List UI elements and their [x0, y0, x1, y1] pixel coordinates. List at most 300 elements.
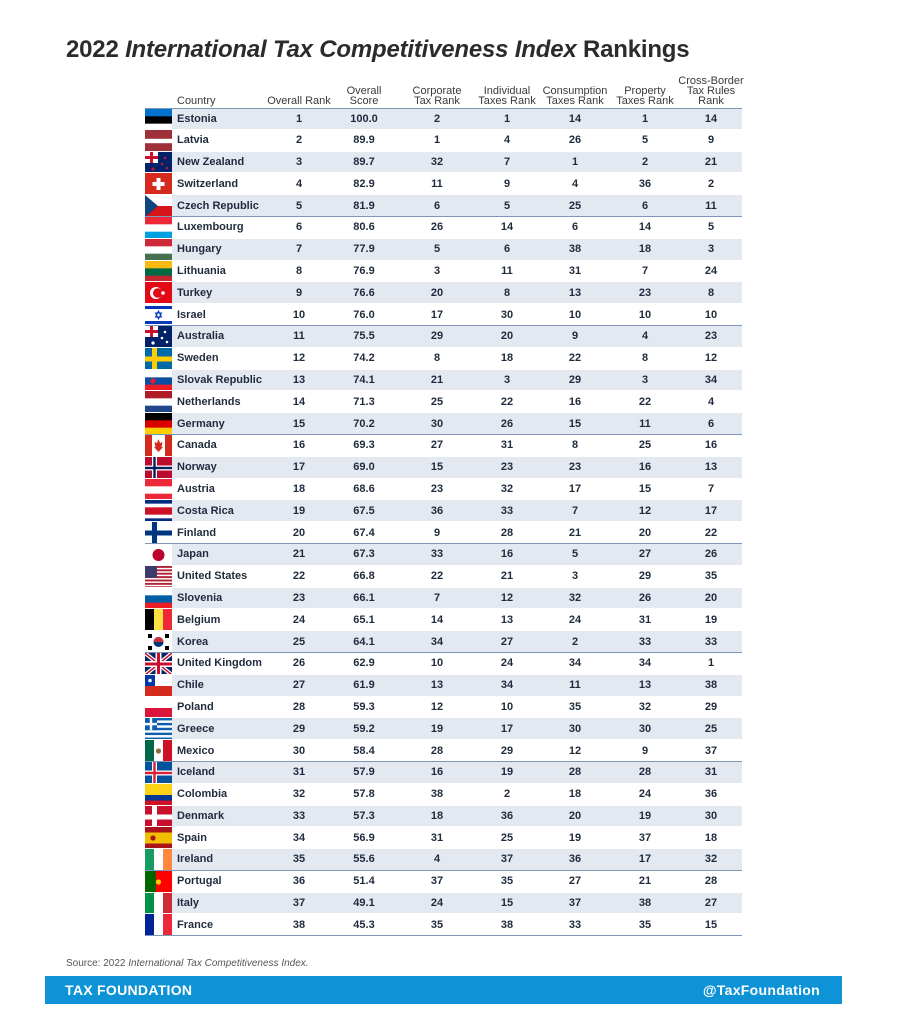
cell-corporate-tax-rank: 13	[430, 679, 444, 692]
flag-graphic	[145, 522, 172, 543]
flag-graphic	[145, 566, 172, 587]
title-italic: International Tax Competitiveness Index	[125, 36, 577, 63]
country-flag-icon	[145, 893, 172, 914]
cell-consumption-taxes-rank: 12	[568, 744, 582, 757]
table-row	[145, 871, 742, 893]
flag-graphic	[145, 609, 172, 630]
country-flag-icon	[145, 784, 172, 805]
cell-property-taxes-rank: 27	[638, 548, 652, 561]
cell-cross-border-tax-rules-rank: 23	[704, 330, 718, 343]
cell-consumption-taxes-rank: 5	[571, 548, 579, 561]
cell-property-taxes-rank: 4	[641, 330, 649, 343]
cell-overall-rank: 24	[292, 613, 306, 626]
flag-graphic	[145, 435, 172, 456]
cell-corporate-tax-rank: 5	[433, 243, 441, 256]
cell-corporate-tax-rank: 25	[430, 395, 444, 408]
cell-overall-rank: 2	[295, 134, 303, 147]
cell-individual-taxes-rank: 18	[500, 352, 514, 365]
cell-consumption-taxes-rank: 17	[568, 482, 582, 495]
cell-consumption-taxes-rank: 28	[568, 766, 582, 779]
table-row	[145, 609, 742, 631]
table-row	[145, 544, 742, 566]
cell-overall-score: 55.6	[353, 853, 375, 866]
country-flag-icon	[145, 173, 172, 194]
page-title	[66, 36, 689, 64]
cell-property-taxes-rank: 10	[638, 308, 652, 321]
country-name: Poland	[177, 700, 214, 713]
cell-corporate-tax-rank: 28	[430, 744, 444, 757]
cell-property-taxes-rank: 25	[638, 439, 652, 452]
country-flag-icon	[145, 239, 172, 260]
cell-corporate-tax-rank: 11	[431, 177, 443, 190]
cell-corporate-tax-rank: 32	[430, 155, 444, 168]
cell-consumption-taxes-rank: 35	[568, 700, 582, 713]
cell-property-taxes-rank: 6	[641, 199, 649, 212]
flag-graphic	[145, 653, 172, 674]
flag-graphic	[145, 675, 172, 696]
cell-cross-border-tax-rules-rank: 22	[704, 526, 718, 539]
cell-individual-taxes-rank: 14	[500, 221, 514, 234]
table-row	[145, 718, 742, 740]
cell-individual-taxes-rank: 20	[500, 330, 514, 343]
cell-property-taxes-rank: 30	[638, 722, 652, 735]
cell-consumption-taxes-rank: 16	[568, 395, 582, 408]
cell-overall-rank: 14	[292, 395, 306, 408]
flag-graphic	[145, 631, 172, 652]
cell-overall-rank: 1	[295, 112, 303, 125]
table-row	[145, 500, 742, 522]
cell-overall-rank: 8	[295, 264, 303, 277]
cell-property-taxes-rank: 26	[638, 591, 652, 604]
cell-cross-border-tax-rules-rank: 25	[704, 722, 718, 735]
cell-corporate-tax-rank: 7	[433, 591, 441, 604]
country-name: Chile	[177, 679, 204, 692]
cell-corporate-tax-rank: 24	[430, 897, 444, 910]
cell-overall-score: 77.9	[353, 243, 375, 256]
cell-cross-border-tax-rules-rank: 9	[707, 134, 715, 147]
cell-corporate-tax-rank: 33	[430, 548, 444, 561]
cell-individual-taxes-rank: 28	[500, 526, 514, 539]
flag-graphic	[145, 697, 172, 718]
cell-property-taxes-rank: 38	[638, 897, 652, 910]
country-name: Estonia	[177, 112, 217, 125]
cell-cross-border-tax-rules-rank: 19	[704, 613, 718, 626]
cell-individual-taxes-rank: 11	[501, 264, 513, 277]
country-name: Israel	[177, 308, 206, 321]
cell-overall-score: 65.1	[353, 613, 375, 626]
cell-corporate-tax-rank: 19	[430, 722, 444, 735]
table-row	[145, 740, 742, 762]
cell-property-taxes-rank: 5	[641, 134, 649, 147]
cell-overall-rank: 36	[292, 875, 306, 888]
cell-overall-rank: 20	[292, 526, 306, 539]
cell-corporate-tax-rank: 38	[430, 788, 444, 801]
flag-graphic	[145, 348, 172, 369]
cell-overall-rank: 17	[292, 461, 306, 474]
cell-overall-score: 68.6	[353, 482, 375, 495]
footer-handle: @TaxFoundation	[702, 982, 820, 998]
cell-property-taxes-rank: 19	[638, 809, 652, 822]
cell-consumption-taxes-rank: 7	[571, 504, 579, 517]
cell-corporate-tax-rank: 6	[433, 199, 441, 212]
cell-property-taxes-rank: 34	[638, 657, 652, 670]
source-prefix: Source: 2022	[66, 958, 129, 969]
country-name: Luxembourg	[177, 221, 244, 234]
cell-cross-border-tax-rules-rank: 7	[707, 482, 715, 495]
cell-individual-taxes-rank: 10	[500, 700, 514, 713]
cell-consumption-taxes-rank: 21	[568, 526, 582, 539]
table-row	[145, 195, 742, 217]
country-flag-icon	[145, 740, 172, 761]
cell-overall-rank: 27	[292, 679, 306, 692]
country-flag-icon	[145, 413, 172, 434]
table-row	[145, 631, 742, 653]
country-name: Slovak Republic	[177, 373, 262, 386]
cell-individual-taxes-rank: 15	[500, 897, 514, 910]
cell-overall-rank: 28	[292, 700, 306, 713]
country-name: United States	[177, 570, 248, 583]
cell-consumption-taxes-rank: 33	[568, 918, 582, 931]
cell-individual-taxes-rank: 32	[500, 482, 514, 495]
flag-graphic	[145, 740, 172, 761]
country-name: Slovenia	[177, 591, 223, 604]
cell-property-taxes-rank: 13	[638, 679, 652, 692]
cell-overall-score: 58.4	[353, 744, 375, 757]
cell-overall-score: 74.1	[353, 373, 375, 386]
cell-cross-border-tax-rules-rank: 13	[704, 461, 718, 474]
cell-overall-score: 76.9	[353, 264, 375, 277]
cell-overall-score: 45.3	[353, 918, 375, 931]
table-row	[145, 849, 742, 871]
cell-individual-taxes-rank: 12	[500, 591, 514, 604]
cell-individual-taxes-rank: 21	[500, 570, 514, 583]
country-name: Turkey	[177, 286, 213, 299]
cell-cross-border-tax-rules-rank: 4	[707, 395, 715, 408]
table-row	[145, 370, 742, 392]
cell-cross-border-tax-rules-rank: 14	[704, 112, 718, 125]
cell-individual-taxes-rank: 8	[503, 286, 511, 299]
cell-property-taxes-rank: 20	[638, 526, 652, 539]
cell-overall-score: 66.1	[353, 591, 375, 604]
table-header	[145, 76, 742, 108]
cell-consumption-taxes-rank: 10	[568, 308, 582, 321]
cell-cross-border-tax-rules-rank: 37	[704, 744, 718, 757]
country-flag-icon	[145, 195, 172, 216]
cell-overall-score: 69.0	[353, 461, 375, 474]
country-flag-icon	[145, 326, 172, 347]
flag-graphic	[145, 893, 172, 914]
cell-overall-score: 51.4	[353, 875, 375, 888]
cell-property-taxes-rank: 31	[638, 613, 652, 626]
country-name: Latvia	[177, 134, 209, 147]
cell-overall-score: 67.3	[353, 548, 375, 561]
country-flag-icon	[145, 130, 172, 151]
cell-cross-border-tax-rules-rank: 24	[704, 264, 718, 277]
cell-individual-taxes-rank: 5	[503, 199, 511, 212]
cell-overall-score: 89.9	[353, 134, 375, 147]
flag-graphic	[145, 239, 172, 260]
cell-property-taxes-rank: 36	[638, 177, 652, 190]
country-flag-icon	[145, 544, 172, 565]
country-name: Finland	[177, 526, 217, 539]
cell-consumption-taxes-rank: 36	[568, 853, 582, 866]
cell-individual-taxes-rank: 34	[500, 679, 514, 692]
cell-property-taxes-rank: 16	[638, 461, 652, 474]
country-flag-icon	[145, 304, 172, 325]
cell-cross-border-tax-rules-rank: 34	[704, 373, 718, 386]
cell-corporate-tax-rank: 22	[430, 570, 444, 583]
cell-overall-score: 80.6	[353, 221, 375, 234]
cell-consumption-taxes-rank: 14	[568, 112, 582, 125]
country-name: Belgium	[177, 613, 221, 626]
cell-property-taxes-rank: 24	[638, 788, 652, 801]
country-flag-icon	[145, 762, 172, 783]
cell-overall-rank: 38	[292, 918, 306, 931]
flag-graphic	[145, 152, 172, 173]
cell-property-taxes-rank: 33	[638, 635, 652, 648]
country-flag-icon	[145, 697, 172, 718]
cell-individual-taxes-rank: 29	[500, 744, 514, 757]
cell-consumption-taxes-rank: 31	[568, 264, 582, 277]
flag-graphic	[145, 413, 172, 434]
table-row	[145, 522, 742, 544]
source-italic: International Tax Competitiveness Index.	[128, 958, 309, 969]
cell-consumption-taxes-rank: 25	[568, 199, 582, 212]
table-row	[145, 479, 742, 501]
flag-graphic	[145, 784, 172, 805]
cell-corporate-tax-rank: 26	[430, 221, 444, 234]
cell-corporate-tax-rank: 29	[430, 330, 444, 343]
cell-overall-score: 57.8	[353, 788, 375, 801]
country-name: Norway	[177, 461, 217, 474]
cell-overall-rank: 15	[292, 417, 306, 430]
source-note	[66, 958, 309, 969]
table-row	[145, 827, 742, 849]
cell-corporate-tax-rank: 8	[433, 352, 441, 365]
cell-property-taxes-rank: 32	[638, 700, 652, 713]
country-name: Canada	[177, 439, 217, 452]
cell-overall-score: 59.2	[353, 722, 375, 735]
country-flag-icon	[145, 522, 172, 543]
cell-cross-border-tax-rules-rank: 17	[704, 504, 718, 517]
cell-overall-rank: 30	[292, 744, 306, 757]
table-row	[145, 566, 742, 588]
cell-property-taxes-rank: 3	[641, 373, 649, 386]
cell-overall-rank: 26	[292, 657, 306, 670]
cell-property-taxes-rank: 1	[641, 112, 649, 125]
cell-overall-score: 64.1	[353, 635, 375, 648]
cell-consumption-taxes-rank: 15	[568, 417, 582, 430]
cell-cross-border-tax-rules-rank: 12	[704, 352, 718, 365]
country-flag-icon	[145, 348, 172, 369]
cell-corporate-tax-rank: 21	[430, 373, 444, 386]
cell-cross-border-tax-rules-rank: 28	[704, 875, 718, 888]
cell-consumption-taxes-rank: 37	[568, 897, 582, 910]
table-row	[145, 282, 742, 304]
cell-corporate-tax-rank: 17	[430, 308, 444, 321]
country-name: Australia	[177, 330, 225, 343]
flag-graphic	[145, 457, 172, 478]
cell-individual-taxes-rank: 6	[503, 243, 511, 256]
title-suffix: Rankings	[576, 36, 690, 63]
cell-overall-score: 76.6	[353, 286, 375, 299]
cell-consumption-taxes-rank: 2	[571, 635, 579, 648]
cell-overall-score: 67.4	[353, 526, 375, 539]
column-header-6: Property Taxes Rank	[616, 85, 674, 107]
flag-graphic	[145, 282, 172, 303]
cell-property-taxes-rank: 29	[638, 570, 652, 583]
country-flag-icon	[145, 152, 172, 173]
cell-individual-taxes-rank: 36	[500, 809, 514, 822]
country-name: Spain	[177, 831, 207, 844]
table-row	[145, 675, 742, 697]
cell-cross-border-tax-rules-rank: 27	[704, 897, 718, 910]
flag-graphic	[145, 370, 172, 391]
cell-individual-taxes-rank: 24	[500, 657, 514, 670]
table-row	[145, 348, 742, 370]
cell-property-taxes-rank: 35	[638, 918, 652, 931]
cell-individual-taxes-rank: 19	[500, 766, 514, 779]
cell-cross-border-tax-rules-rank: 30	[704, 809, 718, 822]
country-name: Ireland	[177, 853, 214, 866]
cell-property-taxes-rank: 23	[638, 286, 652, 299]
cell-property-taxes-rank: 2	[641, 155, 649, 168]
table-row	[145, 326, 742, 348]
cell-cross-border-tax-rules-rank: 35	[704, 570, 718, 583]
cell-individual-taxes-rank: 30	[500, 308, 514, 321]
cell-consumption-taxes-rank: 4	[571, 177, 579, 190]
country-flag-icon	[145, 566, 172, 587]
cell-individual-taxes-rank: 22	[500, 395, 514, 408]
cell-corporate-tax-rank: 27	[430, 439, 444, 452]
flag-graphic	[145, 762, 172, 783]
cell-corporate-tax-rank: 9	[433, 526, 441, 539]
table-row	[145, 697, 742, 719]
cell-overall-rank: 35	[292, 853, 306, 866]
cell-corporate-tax-rank: 35	[430, 918, 444, 931]
cell-overall-rank: 31	[292, 766, 306, 779]
cell-cross-border-tax-rules-rank: 15	[704, 918, 718, 931]
cell-individual-taxes-rank: 16	[500, 548, 514, 561]
cell-overall-score: 59.3	[353, 700, 375, 713]
cell-cross-border-tax-rules-rank: 20	[704, 591, 718, 604]
cell-property-taxes-rank: 37	[638, 831, 652, 844]
cell-corporate-tax-rank: 2	[433, 112, 441, 125]
cell-overall-rank: 33	[292, 809, 306, 822]
cell-overall-score: 81.9	[353, 199, 375, 212]
cell-overall-rank: 6	[295, 221, 303, 234]
flag-graphic	[145, 261, 172, 282]
cell-property-taxes-rank: 15	[638, 482, 652, 495]
cell-corporate-tax-rank: 37	[430, 875, 444, 888]
table-row	[145, 261, 742, 283]
cell-consumption-taxes-rank: 3	[571, 570, 579, 583]
flag-graphic	[145, 304, 172, 325]
column-header-4: Individual Taxes Rank	[478, 85, 536, 107]
cell-consumption-taxes-rank: 13	[568, 286, 582, 299]
cell-overall-score: 100.0	[350, 112, 378, 125]
country-name: Switzerland	[177, 177, 239, 190]
table-row	[145, 806, 742, 828]
country-flag-icon	[145, 217, 172, 238]
column-header-1: Overall Rank	[267, 95, 331, 107]
cell-individual-taxes-rank: 27	[500, 635, 514, 648]
table-row	[145, 152, 742, 174]
cell-property-taxes-rank: 14	[638, 221, 652, 234]
column-header-3: Corporate Tax Rank	[412, 85, 462, 107]
cell-overall-score: 89.7	[353, 155, 375, 168]
cell-corporate-tax-rank: 10	[430, 657, 444, 670]
cell-consumption-taxes-rank: 32	[568, 591, 582, 604]
cell-overall-score: 67.5	[353, 504, 375, 517]
cell-overall-score: 75.5	[353, 330, 375, 343]
country-name: Costa Rica	[177, 504, 234, 517]
cell-overall-rank: 21	[292, 548, 306, 561]
flag-graphic	[145, 718, 172, 739]
cell-overall-rank: 34	[292, 831, 306, 844]
country-name: Italy	[177, 897, 200, 910]
cell-individual-taxes-rank: 31	[500, 439, 514, 452]
flag-graphic	[145, 588, 172, 609]
cell-consumption-taxes-rank: 26	[568, 134, 582, 147]
cell-overall-score: 66.8	[353, 570, 375, 583]
country-name: Colombia	[177, 788, 228, 801]
table-row	[145, 391, 742, 413]
cell-cross-border-tax-rules-rank: 6	[707, 417, 715, 430]
cell-individual-taxes-rank: 13	[500, 613, 514, 626]
country-name: New Zealand	[177, 155, 245, 168]
cell-overall-rank: 12	[292, 352, 306, 365]
cell-individual-taxes-rank: 1	[503, 112, 511, 125]
country-flag-icon	[145, 827, 172, 848]
country-name: Czech Republic	[177, 199, 259, 212]
cell-property-taxes-rank: 28	[638, 766, 652, 779]
cell-individual-taxes-rank: 35	[500, 875, 514, 888]
cell-cross-border-tax-rules-rank: 38	[704, 679, 718, 692]
country-name: Japan	[177, 548, 209, 561]
cell-corporate-tax-rank: 16	[430, 766, 444, 779]
country-flag-icon	[145, 479, 172, 500]
cell-overall-score: 49.1	[353, 897, 375, 910]
cell-corporate-tax-rank: 1	[433, 134, 441, 147]
cell-corporate-tax-rank: 15	[430, 461, 444, 474]
cell-property-taxes-rank: 7	[641, 264, 649, 277]
flag-graphic	[145, 479, 172, 500]
country-flag-icon	[145, 588, 172, 609]
cell-overall-score: 57.9	[353, 766, 375, 779]
cell-property-taxes-rank: 11	[639, 417, 651, 430]
cell-overall-rank: 23	[292, 591, 306, 604]
cell-overall-score: 62.9	[353, 657, 375, 670]
cell-cross-border-tax-rules-rank: 18	[704, 831, 718, 844]
cell-cross-border-tax-rules-rank: 36	[704, 788, 718, 801]
country-name: Portugal	[177, 875, 222, 888]
flag-graphic	[145, 849, 172, 870]
cell-cross-border-tax-rules-rank: 2	[707, 177, 715, 190]
cell-overall-score: 76.0	[353, 308, 375, 321]
cell-consumption-taxes-rank: 22	[568, 352, 582, 365]
flag-graphic	[145, 391, 172, 412]
flag-graphic	[145, 109, 172, 129]
cell-cross-border-tax-rules-rank: 11	[705, 199, 717, 212]
cell-property-taxes-rank: 18	[638, 243, 652, 256]
cell-individual-taxes-rank: 9	[503, 177, 511, 190]
cell-overall-score: 56.9	[353, 831, 375, 844]
country-name: Mexico	[177, 744, 215, 757]
country-name: United Kingdom	[177, 657, 262, 670]
country-flag-icon	[145, 457, 172, 478]
cell-cross-border-tax-rules-rank: 1	[707, 657, 715, 670]
